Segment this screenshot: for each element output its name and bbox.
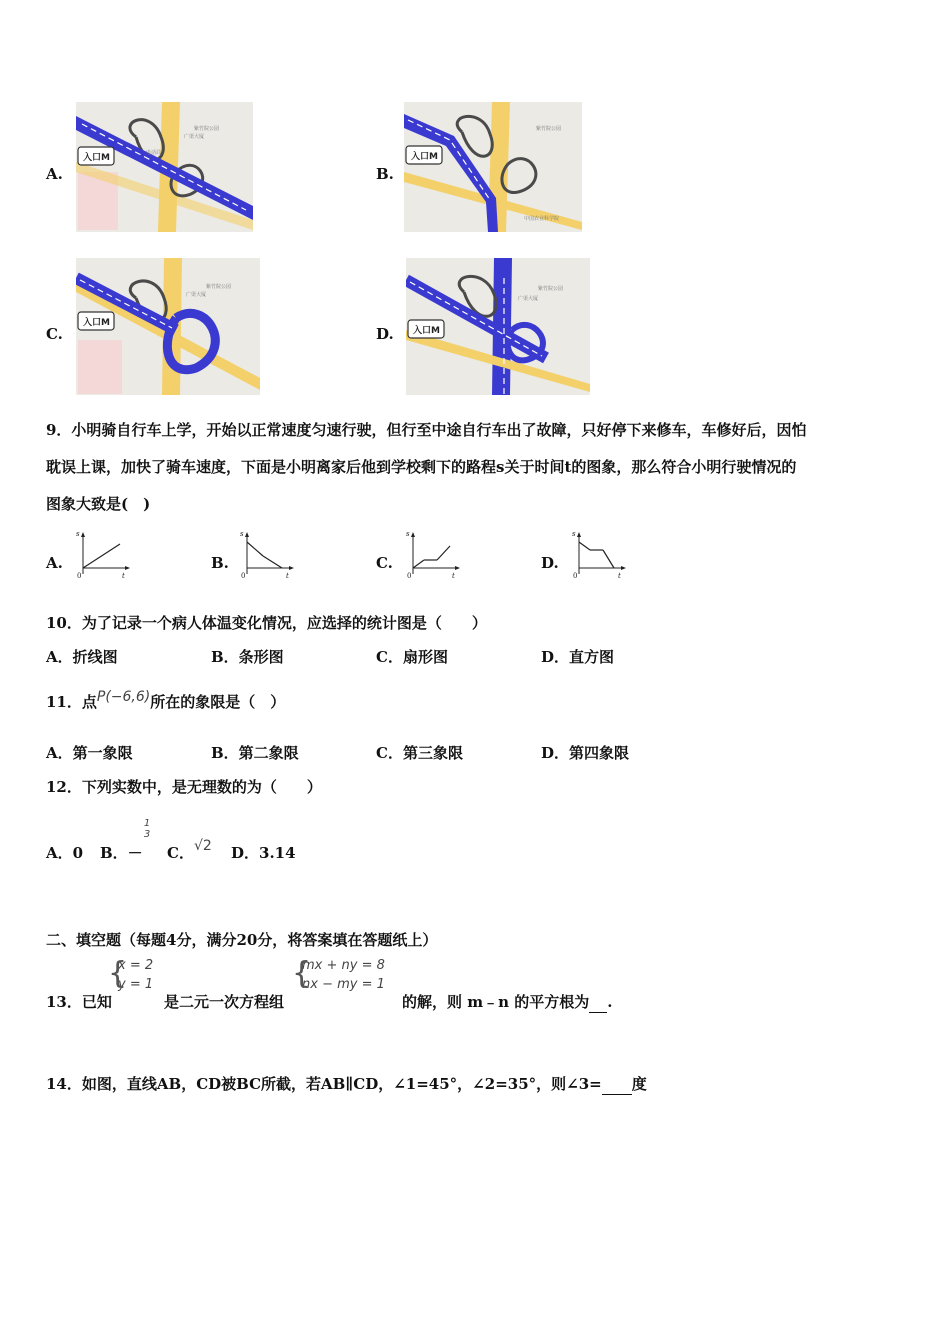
q13-text-b: 是二元一次方程组: [164, 993, 285, 1011]
q12-option-b[interactable]: [100, 842, 143, 864]
q9-option-c-graph[interactable]: [404, 528, 462, 582]
q13-text-c: [402, 991, 612, 1013]
q12-sqrt: √2: [193, 838, 212, 854]
q9-text-line2: 耽误上课，加快了骑车速度，下面是小明离家后他到学校剩下的路程s关于时间t的图象，那么符合小明行驶情况的: [46, 458, 797, 476]
q11-text-after: 所在的象限是（ ）: [150, 693, 286, 711]
q12-option-c[interactable]: [167, 838, 212, 865]
q12-fraction: [143, 818, 151, 840]
q9-option-a-label[interactable]: A.: [46, 554, 63, 572]
svg-text:紫竹院公园: 紫竹院公园: [194, 126, 220, 132]
svg-text:0: 0: [407, 572, 412, 580]
svg-text:紫竹院公园: 紫竹院公园: [536, 126, 562, 132]
q12-option-a[interactable]: A．0: [46, 844, 84, 862]
q14-question: [46, 1073, 647, 1095]
q8-option-b-label[interactable]: B.: [376, 165, 394, 183]
q9-option-c-label[interactable]: C.: [376, 554, 393, 572]
svg-text:0: 0: [77, 572, 82, 580]
q9-text-line1: 9．小明骑自行车上学，开始以正常速度匀速行驶，但行至中途自行车出了故障，只好停下来修车，车修好后，因怕: [46, 421, 807, 439]
svg-text:紫竹院公园: 紫竹院公园: [206, 284, 232, 290]
q12-option-b-label: B．－: [100, 844, 143, 862]
q9-text-line3: 图象大致是( ): [46, 495, 151, 513]
q13-text-a: 13．已知: [46, 993, 112, 1011]
q11-option-c[interactable]: C．第三象限: [376, 744, 463, 762]
q12-option-c-label: C．: [167, 844, 194, 862]
q8-d-sign: 入口M: [413, 326, 440, 336]
svg-text:s: s: [240, 530, 244, 538]
svg-text:t: t: [122, 572, 125, 580]
svg-text:t: t: [286, 572, 289, 580]
svg-text:广渠大厦: 广渠大厦: [184, 134, 205, 140]
q9-option-b-label[interactable]: B.: [211, 554, 229, 572]
svg-text:中国农业科学院: 中国农业科学院: [524, 216, 560, 222]
q8-option-c-label[interactable]: C.: [46, 325, 63, 343]
svg-text:s: s: [572, 530, 576, 538]
q9-option-b-graph[interactable]: [238, 528, 296, 582]
q11-option-d[interactable]: D．第四象限: [541, 744, 630, 762]
q8-b-sign: 入口M: [411, 152, 438, 162]
q13-text-end: .: [607, 993, 613, 1011]
svg-text:广渠大厦: 广渠大厦: [186, 292, 207, 298]
q9-question: [46, 419, 906, 515]
q12-option-d[interactable]: D．3.14: [231, 844, 296, 862]
section-2-title: 二、填空题（每题4分，满分20分，将答案填在答题纸上）: [46, 931, 438, 949]
q13-equation-2: nx − my = 1: [302, 977, 385, 992]
q8-option-a-label[interactable]: A.: [46, 165, 63, 183]
q11-text-before: 11．点: [46, 693, 97, 711]
svg-text:广渠大厦: 广渠大厦: [518, 296, 539, 302]
q11-option-b[interactable]: B．第二象限: [211, 744, 299, 762]
q13-solution-x: x = 2: [118, 958, 154, 973]
q12-fraction-numerator: 1: [143, 818, 151, 829]
svg-text:t: t: [452, 572, 455, 580]
q8-option-c-map[interactable]: [76, 258, 260, 395]
q13-equation-1: mx + ny = 8: [302, 958, 385, 973]
q10-option-d[interactable]: D．直方图: [541, 648, 615, 666]
svg-text:0: 0: [573, 572, 578, 580]
q13-solution-system: { x = 2 y = 1: [108, 956, 154, 992]
q12-question-text: 12．下列实数中，是无理数的为（ ）: [46, 778, 322, 796]
q11-option-a[interactable]: A．第一象限: [46, 744, 133, 762]
q10-question-text: 10．为了记录一个病人体温变化情况，应选择的统计图是（ ）: [46, 614, 487, 632]
q13-equation-system: { mx + ny = 8 nx − my = 1: [292, 956, 385, 992]
svg-text:电话局: 电话局: [146, 150, 162, 156]
svg-text:s: s: [406, 530, 410, 538]
svg-text:s: s: [76, 530, 80, 538]
q10-option-a[interactable]: A．折线图: [46, 648, 118, 666]
q13-solution-y: y = 1: [118, 977, 154, 992]
q8-c-sign: 入口M: [83, 318, 110, 328]
q14-text-end: 度: [631, 1075, 647, 1093]
q8-option-a-map[interactable]: [76, 102, 253, 232]
q8-option-d-label[interactable]: D.: [376, 325, 394, 343]
q14-text: 14．如图，直线AB，CD被BC所截，若AB∥CD，∠1=45°，∠2=35°，则∠3=: [46, 1075, 602, 1093]
q9-option-a-graph[interactable]: [74, 528, 132, 582]
q10-option-b[interactable]: B．条形图: [211, 648, 284, 666]
q14-answer-blank[interactable]: [602, 1078, 632, 1095]
q13-answer-blank[interactable]: [589, 996, 607, 1013]
q8-a-sign: 入口M: [83, 153, 110, 163]
q11-point-formula: P(−6,6): [96, 689, 151, 705]
svg-text:紫竹院公园: 紫竹院公园: [538, 286, 564, 292]
q13-text-c-body: 的解，则 m﹣n 的平方根为: [402, 993, 590, 1011]
q9-option-d-label[interactable]: D.: [541, 554, 559, 572]
q8-option-d-map[interactable]: [406, 258, 590, 395]
q12-fraction-denominator: 3: [143, 829, 151, 840]
q9-option-d-graph[interactable]: [570, 528, 628, 582]
q8-option-b-map[interactable]: [404, 102, 582, 232]
q10-option-c[interactable]: C．扇形图: [376, 648, 448, 666]
q11-question: [46, 691, 285, 714]
svg-text:0: 0: [241, 572, 246, 580]
svg-text:t: t: [618, 572, 621, 580]
